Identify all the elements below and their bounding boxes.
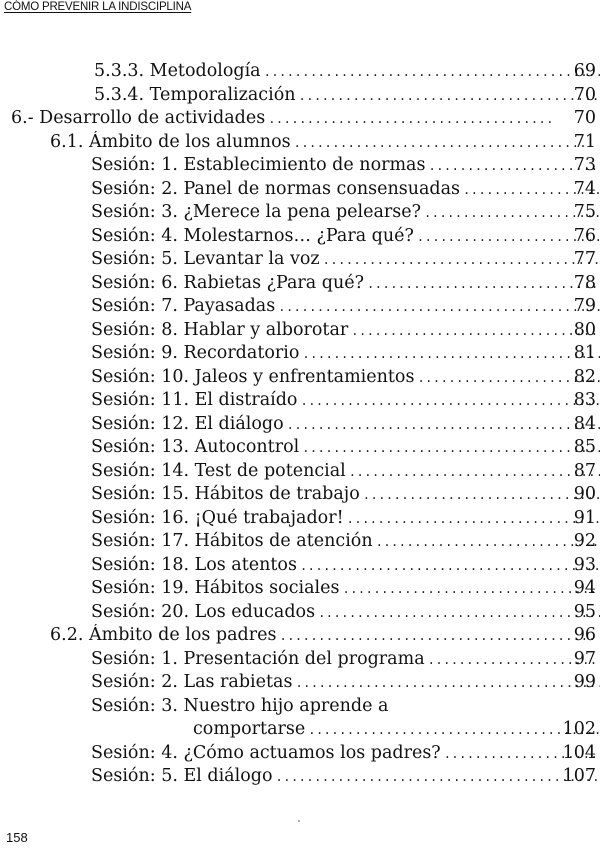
toc-entry [0, 201, 600, 225]
toc-entry-page: 104 [562, 742, 596, 763]
toc-entry-label: Sesión: 13. Autocontrol [91, 437, 300, 457]
toc-entry-label: Sesión: 3. ¿Merece la pena pelearse? [91, 202, 421, 222]
toc-entry-label: Sesión: 3. Nuestro hijo aprende a [91, 695, 389, 716]
toc-entry [0, 84, 600, 108]
toc-entry [0, 507, 600, 531]
toc-entry [0, 765, 600, 789]
toc-entry-label: Sesión: 19. Hábitos sociales [91, 578, 340, 598]
toc-entry-label: Sesión: 1. Presentación del programa [91, 648, 425, 669]
toc-entry-page: 92 [573, 531, 596, 551]
toc-entry-page: 82 [573, 366, 596, 387]
dot-leader [295, 672, 600, 696]
dot-leader [349, 461, 600, 485]
toc-entry [0, 460, 600, 484]
toc-entry-page: 94 [573, 578, 596, 598]
toc-entry-label: Sesión: 6. Rabietas ¿Para qué? [91, 272, 365, 293]
dot-leader [417, 367, 600, 391]
toc-entry [0, 530, 600, 554]
dot-leader [299, 85, 600, 109]
toc-entry [0, 60, 600, 84]
toc-entry [0, 366, 600, 390]
toc-entry [0, 554, 600, 578]
toc-entry-page: 99 [573, 672, 596, 692]
toc-entry-page: 96 [573, 625, 596, 645]
toc-entry-label: Sesión: 4. ¿Cómo actuamos los padres? [91, 742, 441, 763]
toc-entry-label: Sesión: 15. Hábitos de trabajo [91, 484, 360, 504]
toc-entry-label: Sesión: 2. Las rabietas [91, 672, 293, 692]
toc-entry-page: 102 [562, 719, 596, 739]
toc-entry-label: Sesión: 2. Panel de normas consensuadas [91, 178, 461, 199]
toc-entry-label: 6.- Desarrollo de actividades [11, 108, 266, 128]
toc-entry [0, 225, 600, 249]
toc-subsection-heading [0, 131, 600, 155]
toc-entry [0, 436, 600, 460]
scan-speck [298, 820, 300, 822]
dot-leader [376, 531, 600, 555]
toc-entry [0, 272, 600, 296]
toc-entry-label: comportarse [193, 719, 306, 739]
dot-leader [367, 273, 600, 297]
toc-entry-label: Sesión: 4. Molestarnos… ¿Para qué? [91, 225, 414, 246]
toc-entry-label: Sesión: 11. El distraído [91, 390, 298, 410]
dot-leader [300, 390, 600, 414]
toc-entry-label: Sesión: 14. Test de potencial [91, 460, 346, 481]
toc-entry-label: 6.2. Ámbito de los padres [50, 625, 277, 645]
dot-leader [323, 249, 600, 273]
toc-entry [0, 413, 600, 437]
toc-entry-page: 78 [573, 272, 596, 293]
toc-entry-page: 83 [573, 390, 596, 410]
toc-entry-page: 93 [573, 554, 596, 575]
dot-leader [294, 132, 594, 156]
dot-leader [351, 320, 600, 344]
toc-entry-label: Sesión: 12. El diálogo [91, 413, 284, 434]
toc-entry [0, 178, 600, 202]
toc-entry [0, 695, 600, 719]
toc-section-heading [0, 107, 600, 131]
toc-entry-label: Sesión: 17. Hábitos de atención [91, 531, 373, 551]
dot-leader [279, 625, 594, 649]
toc-entry [0, 389, 600, 413]
dot-leader [347, 508, 600, 532]
toc-entry-page: 90 [573, 484, 596, 504]
running-header: CÓMO PREVENIR LA INDISCIPLINA [4, 1, 192, 13]
dot-leader [363, 484, 600, 508]
toc-subsection-heading [0, 624, 600, 648]
dot-leader [300, 555, 600, 579]
toc-entry-label: Sesión: 8. Hablar y alborotar [91, 319, 349, 340]
toc-entry-page: 84 [573, 413, 596, 434]
toc-entry-label: Sesión: 7. Payasadas [91, 296, 276, 316]
toc-entry [0, 154, 600, 178]
toc-entry-label: 6.1. Ámbito de los alumnos [50, 131, 291, 152]
table-of-contents [0, 60, 600, 789]
toc-entry-page: 69 [573, 61, 596, 81]
toc-entry-label: Sesión: 5. Levantar la voz [91, 249, 320, 269]
toc-entry-continuation [0, 718, 600, 742]
dot-leader [278, 296, 600, 320]
toc-entry-page: 76 [573, 225, 596, 246]
toc-entry-page: 95 [573, 601, 596, 622]
toc-entry-page: 71 [573, 131, 596, 152]
toc-entry [0, 577, 600, 601]
toc-entry-page: 87 [573, 460, 596, 481]
toc-entry [0, 295, 600, 319]
dot-leader [276, 766, 600, 790]
toc-entry [0, 742, 600, 766]
toc-entry-label: 5.3.3. Metodología [94, 61, 261, 81]
toc-entry-label: Sesión: 1. Establecimiento de normas [91, 155, 426, 175]
toc-entry-page: 107 [562, 766, 596, 786]
toc-entry-label: Sesión: 10. Jaleos y enfrentamientos [91, 366, 415, 387]
dot-leader [302, 343, 600, 367]
toc-entry [0, 319, 600, 343]
toc-entry-label: Sesión: 20. Los educados [91, 601, 316, 622]
toc-entry [0, 342, 600, 366]
toc-entry-page: 75 [573, 202, 596, 222]
toc-entry-page: 79 [573, 296, 596, 316]
dot-leader [302, 437, 600, 461]
dot-leader [318, 602, 600, 626]
toc-entry-page: 97 [573, 648, 596, 669]
toc-entry-page: 77 [573, 249, 596, 269]
toc-entry-page: 91 [573, 507, 596, 528]
toc-entry [0, 483, 600, 507]
toc-entry-label: 5.3.4. Temporalización [94, 84, 296, 105]
dot-leader [342, 578, 600, 602]
toc-entry-label: Sesión: 18. Los atentos [91, 554, 297, 575]
dot-leader [287, 414, 600, 438]
toc-entry-page: 70 [573, 108, 596, 128]
dot-leader [268, 108, 555, 132]
dot-leader [417, 226, 600, 250]
toc-entry-page: 80 [573, 319, 596, 340]
toc-entry-page: 85 [573, 437, 596, 457]
toc-entry-page: 70 [573, 84, 596, 105]
toc-entry-page: 81 [573, 343, 596, 363]
toc-entry [0, 671, 600, 695]
toc-entry [0, 601, 600, 625]
toc-entry-page: 74 [573, 178, 596, 199]
toc-entry-label: Sesión: 9. Recordatorio [91, 343, 300, 363]
toc-entry [0, 648, 600, 672]
toc-entry-page: 73 [573, 155, 596, 175]
dot-leader [308, 719, 600, 743]
toc-entry-label: Sesión: 5. El diálogo [91, 766, 273, 786]
dot-leader [264, 61, 600, 85]
toc-entry [0, 248, 600, 272]
page-number: 158 [6, 830, 28, 845]
toc-entry-label: Sesión: 16. ¡Qué trabajador! [91, 507, 344, 528]
